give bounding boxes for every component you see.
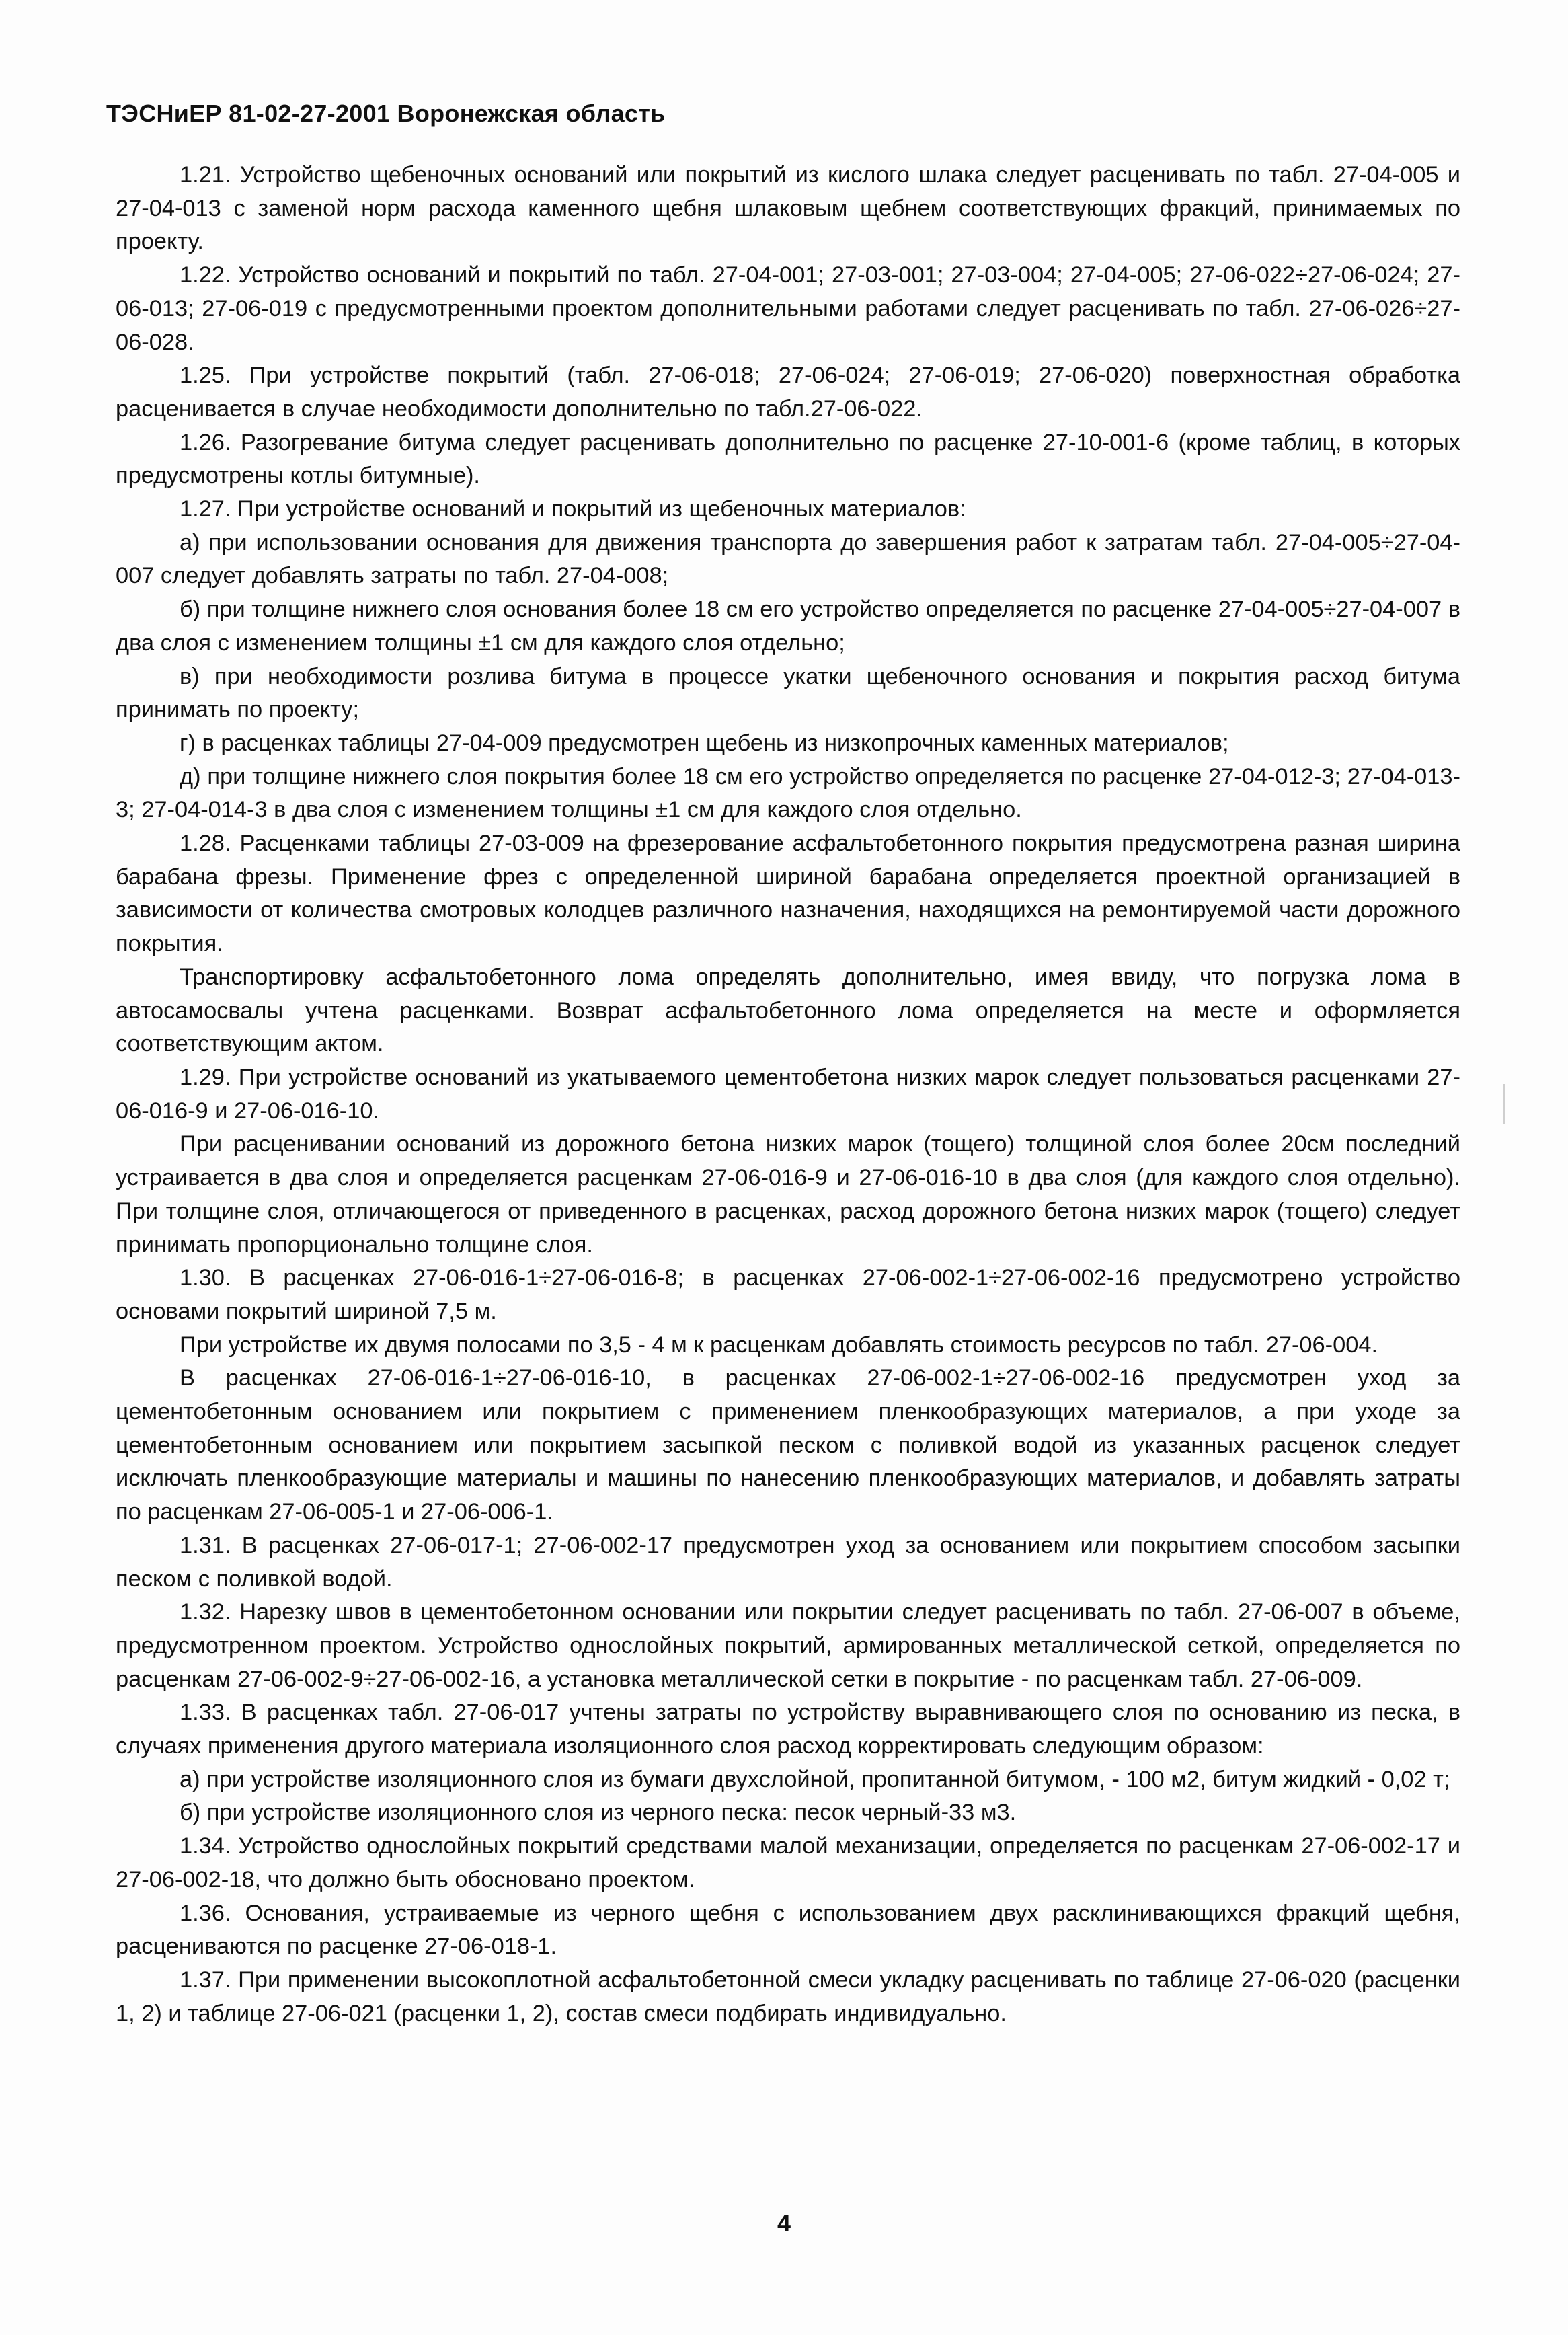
- paragraph-1-32: 1.32. Нарезку швов в цементобетонном основании или покрытии следует расценивать по табл. 27-06-007 в объеме, предусмотренном проектом. Устройство однослойных покрытий, армированных металлической сеткой, определяется по расценкам 27-06-002-9÷27-06-002-16, а установка металлической сетки в покрытие - по расценкам табл. 27-06-009.: [116, 1599, 1460, 1692]
- paragraph-1-33-b: б) при устройстве изоляционного слоя из черного песка: песок черный-33 м3.: [180, 1800, 1017, 1826]
- paragraph-1-27-d: д) при толщине нижнего слоя покрытия более 18 см его устройство определяется по расценке 27-04-012-3; 27-04-013-3; 27-04-014-3 в два слоя с изменением толщины ±1 см для каждого слоя отдельно.: [116, 763, 1460, 823]
- paragraph-1-28-transport: Транспортировку асфальтобетонного лома определять дополнительно, имея ввиду, что погрузка лома в автосамосвалы учтена расценками. Возврат асфальтобетонного лома определяется на месте и оформляется соответствующим актом.: [116, 964, 1460, 1057]
- paragraph-1-22: 1.22. Устройство оснований и покрытий по табл. 27-04-001; 27-03-001; 27-03-004; 27-04-005; 27-06-022÷27-06-024; 27-06-013; 27-06-019 с предусмотренными проектом дополнительными работами следует расценивать по табл. 27-06-026÷27-06-028.: [116, 262, 1460, 355]
- paragraph-1-37: 1.37. При применении высокоплотной асфальтобетонной смеси укладку расценивать по таблице 27-06-020 (расценки 1, 2) и таблице 27-06-021 (расценки 1, 2), состав смеси подбирать индивидуально.: [116, 1966, 1460, 2026]
- paragraph-1-27-v: в) при необходимости розлива битума в процессе укатки щебеночного основания и покрытия расход битума принимать по проекту;: [116, 663, 1460, 723]
- paragraph-1-34: 1.34. Устройство однослойных покрытий средствами малой механизации, определяется по расценкам 27-06-002-17 и 27-06-002-18, что должно быть обосновано проектом.: [116, 1833, 1460, 1892]
- paragraph-1-27-a: а) при использовании основания для движения транспорта до завершения работ к затратам табл. 27-04-005÷27-04-007 следует добавлять затраты по табл. 27-04-008;: [116, 529, 1460, 589]
- page-number: 4: [777, 2209, 791, 2237]
- document-header: ТЭСНиЕР 81-02-27-2001 Воронежская область: [106, 100, 666, 127]
- paragraph-1-33: 1.33. В расценках табл. 27-06-017 учтены затраты по устройству выравнивающего слоя по основанию из песка, в случаях применения другого материала изоляционного слоя расход корректировать следующим образом:: [116, 1699, 1460, 1759]
- paragraph-1-29: 1.29. При устройстве оснований из укатываемого цементобетона низких марок следует пользоваться расценками 27-06-016-9 и 27-06-016-10.: [116, 1064, 1460, 1124]
- paragraph-1-27-b: б) при толщине нижнего слоя основания более 18 см его устройство определяется по расценке 27-04-005÷27-04-007 в два слоя с изменением толщины ±1 см для каждого слоя отдельно;: [116, 597, 1460, 656]
- paragraph-1-27: 1.27. При устройстве оснований и покрытий из щебеночных материалов:: [180, 496, 966, 523]
- paragraph-1-36: 1.36. Основания, устраиваемые из черного щебня с использованием двух расклинивающихся фракций щебня, расцениваются по расценке 27-06-018-1.: [116, 1900, 1460, 1960]
- paragraph-1-29-lean-concrete: При расценивании оснований из дорожного бетона низких марок (тощего) толщиной слоя более 20см последний устраивается в два слоя и определяется расценкам 27-06-016-9 и 27-06-016-10 в два слоя (для каждого слоя отдельно). При толщине слоя, отличающегося от приведенного в расценках, расход дорожного бетона низких марок (тощего) следует принимать пропорционально толщине слоя.: [116, 1131, 1460, 1258]
- document-body: [116, 159, 1460, 2030]
- paragraph-1-33-a: а) при устройстве изоляционного слоя из бумаги двухслойной, пропитанной битумом, - 100 м2, битум жидкий - 0,02 т;: [180, 1766, 1450, 1792]
- margin-scan-mark: [1503, 1084, 1505, 1124]
- paragraph-1-27-g: г) в расценках таблицы 27-04-009 предусмотрен щебень из низкопрочных каменных материалов;: [180, 730, 1229, 756]
- paragraph-1-21: 1.21. Устройство щебеночных оснований или покрытий из кислого шлака следует расценивать по табл. 27-04-005 и 27-04-013 с заменой норм расхода каменного щебня шлаковым щебнем соответствующих фракций, принимаемых по проекту.: [116, 162, 1460, 255]
- paragraph-1-30: 1.30. В расценках 27-06-016-1÷27-06-016-8; в расценках 27-06-002-1÷27-06-002-16 предусмотрено устройство основами покрытий шириной 7,5 м.: [116, 1265, 1460, 1324]
- paragraph-1-25: 1.25. При устройстве покрытий (табл. 27-06-018; 27-06-024; 27-06-019; 27-06-020) поверхностная обработка расценивается в случае необходимости дополнительно по табл.27-06-022.: [116, 362, 1460, 422]
- paragraph-1-31: 1.31. В расценках 27-06-017-1; 27-06-002-17 предусмотрен уход за основанием или покрытием способом засыпки песком с поливкой водой.: [116, 1532, 1460, 1592]
- paragraph-1-28: 1.28. Расценками таблицы 27-03-009 на фрезерование асфальтобетонного покрытия предусмотрена разная ширина барабана фрезы. Применение фрез с определенной шириной барабана определяется проектной организацией в зависимости от количества смотровых колодцев различного назначения, находящихся на ремонтируемой части дорожного покрытия.: [116, 831, 1460, 957]
- paragraph-1-30-two-lanes: При устройстве их двумя полосами по 3,5 - 4 м к расценкам добавлять стоимость ресурсов по табл. 27-06-004.: [180, 1332, 1378, 1358]
- paragraph-1-26: 1.26. Разогревание битума следует расценивать дополнительно по расценке 27-10-001-6 (кроме таблиц, в которых предусмотрены котлы битумные).: [116, 429, 1460, 489]
- paragraph-1-30-curing: В расценках 27-06-016-1÷27-06-016-10, в расценках 27-06-002-1÷27-06-002-16 предусмотрен уход за цементобетонным основанием или покрытием с применением пленкообразующих материалов, а при уходе за цементобетонным основанием или покрытием засыпкой песком с поливкой водой из указанных расценок следует исключать пленкообразующие материалы и машины по нанесению пленкообразующих материалов, и добавлять затраты по расценкам 27-06-005-1 и 27-06-006-1.: [116, 1365, 1460, 1525]
